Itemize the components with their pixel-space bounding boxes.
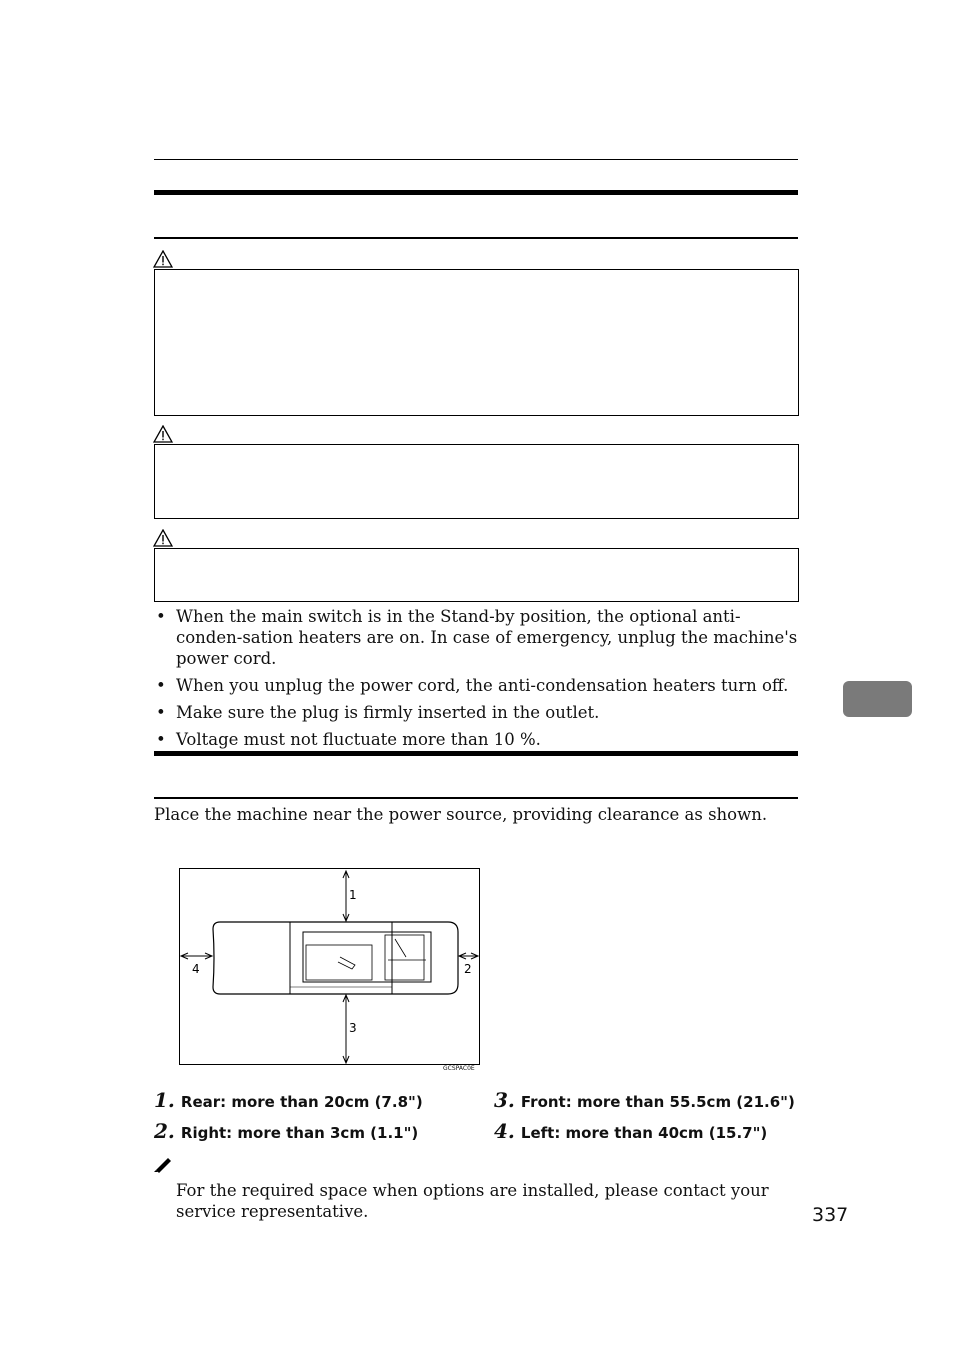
figure-label-2: 2 <box>464 962 472 976</box>
warning-triangle-icon <box>153 529 173 547</box>
bullet-list <box>154 606 804 756</box>
legend-item-1: 1. Rear: more than 20cm (7.8") <box>154 1088 423 1112</box>
subsection-heading-rule <box>154 797 798 799</box>
intro-paragraph: Place the machine near the power source, providing clearance as shown. <box>154 805 768 824</box>
warning-box-3 <box>154 548 799 602</box>
list-item: • When the main switch is in the Stand-by position, the optional anti-conden-sation heaters are on. In case of emergency, unplug the machine's power cord. <box>156 607 798 668</box>
list-item: • Make sure the plug is firmly inserted in the outlet. <box>156 703 600 722</box>
chapter-thumb-tab <box>843 681 912 717</box>
legend-item-2: 2. Right: more than 3cm (1.1") <box>154 1119 419 1143</box>
legend-item-3: 3. Front: more than 55.5cm (21.6") <box>494 1088 795 1112</box>
page-number: 337 <box>812 1204 849 1226</box>
pencil-icon <box>153 1155 175 1173</box>
warning-triangle-icon <box>153 425 173 443</box>
legend-item-4: 4. Left: more than 40cm (15.7") <box>494 1119 768 1143</box>
list-item: • When you unplug the power cord, the anti-condensation heaters turn off. <box>156 676 789 695</box>
subsection-heading-rule <box>154 237 798 239</box>
list-item: • Voltage must not fluctuate more than 10 %. <box>156 730 541 749</box>
figure-label-1: 1 <box>349 888 357 902</box>
figure-code: GCSPAC0E <box>443 1065 475 1072</box>
figure-label-4: 4 <box>192 962 200 976</box>
warning-triangle-icon <box>153 250 173 268</box>
section-heading-rule <box>154 751 798 756</box>
section-heading-rule <box>154 190 798 195</box>
note-text: For the required space when options are installed, please contact your service representative. <box>176 1181 769 1221</box>
warning-box-1 <box>154 269 799 416</box>
header-thin-rule <box>154 159 798 160</box>
figure-label-3: 3 <box>349 1021 357 1035</box>
warning-box-2 <box>154 444 799 519</box>
machine-top-view-illustration <box>180 869 479 1064</box>
clearance-diagram <box>179 868 480 1065</box>
